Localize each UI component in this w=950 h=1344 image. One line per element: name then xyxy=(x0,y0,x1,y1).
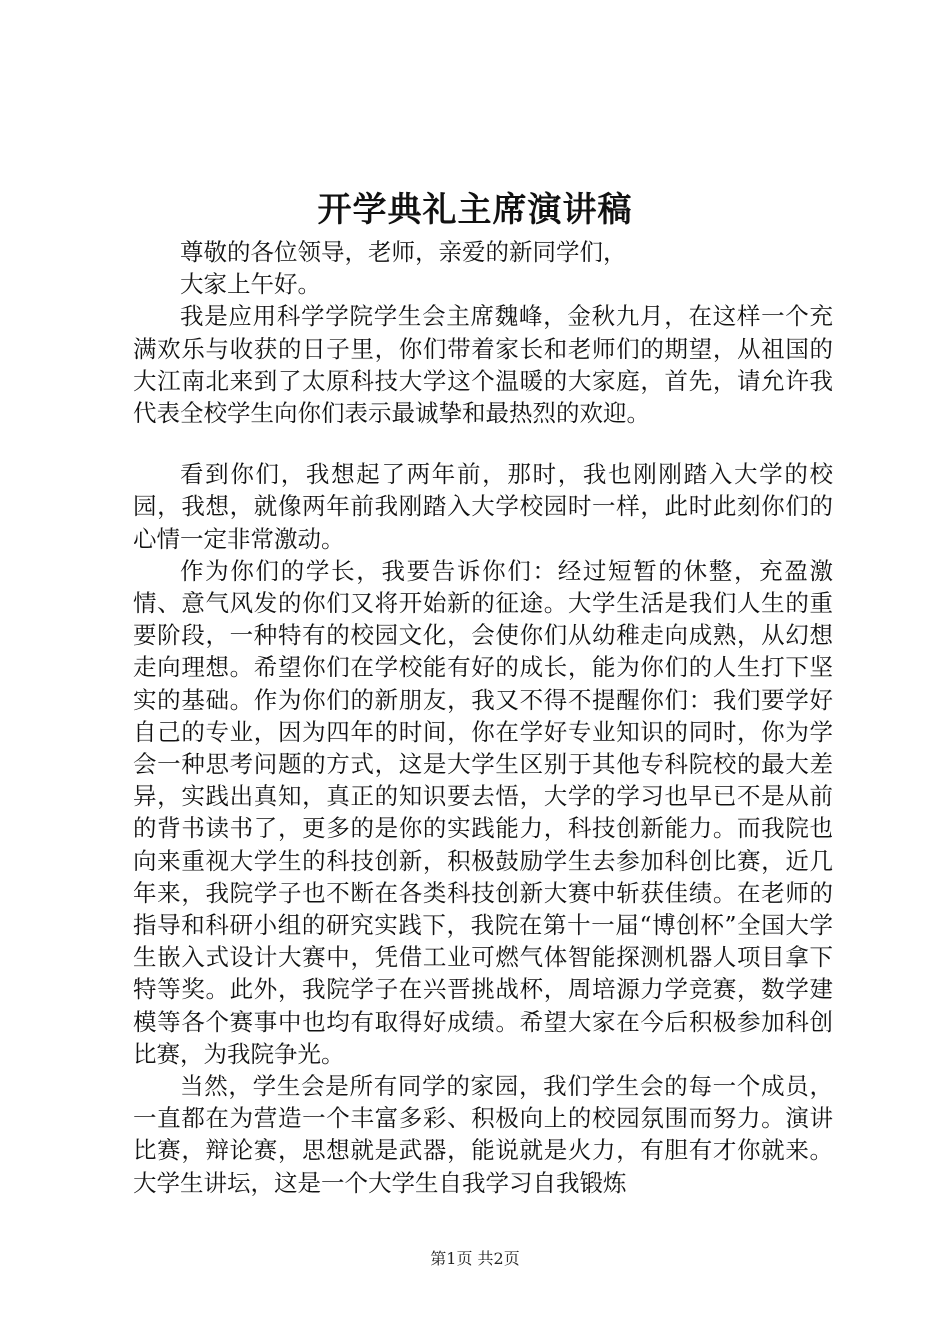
paragraph-introduction: 我是应用科学学院学生会主席魏峰，金秋九月，在这样一个充满欢乐与收获的日子里，你们带着家长和老师们的期望，从祖国的大江南北来到了太原科技大学这个温暖的大家庭，首先，请允许我代表全校学生向你们表示最诚挚和最热烈的欢迎。 xyxy=(133,302,833,428)
paragraph-advice: 作为你们的学长，我要告诉你们：经过短暂的休整，充盈激情、意气风发的你们又将开始新的征途。大学生活是我们人生的重要阶段，一种特有的校园文化，会使你们从幼稚走向成熟，从幻想走向理想。希望你们在学校能有好的成长，能为你们的人生打下坚实的基础。作为你们的新朋友，我又不得不提醒你们：我们要学好自己的专业，因为四年的时间，你在学好专业知识的同时，你为学会一种思考问题的方式，这是大学生区别于其他专科院校的最大差异，实践出真知，真正的知识要去悟，大学的学习也早已不是从前的背书读书了，更多的是你的实践能力，科技创新能力。而我院也向来重视大学生的科技创新，积极鼓励学生去参加科创比赛，近几年来，我院学子也不断在各类科技创新大赛中斩获佳绩。在老师的指导和科研小组的研究实践下，我院在第十一届“博创杯”全国大学生嵌入式设计大赛中，凭借工业可燃气体智能探测机器人项目拿下特等奖。此外，我院学子在兴晋挑战杯，周培源力学竞赛，数学建模等各个赛事中也均有取得好成绩。希望大家在今后积极参加科创比赛，为我院争光。 xyxy=(133,556,833,1068)
page-number-footer: 第1页 共2页 xyxy=(430,1249,520,1268)
paragraph-student-union: 当然，学生会是所有同学的家园，我们学生会的每一个成员，一直都在为营造一个丰富多彩、积极向上的校园氛围而努力。演讲比赛，辩论赛，思想就是武器，能说就是火力，有胆有才你就来。大学生讲坛，这是一个大学生自我学习自我锻炼 xyxy=(133,1072,833,1197)
paragraph-memory: 看到你们，我想起了两年前，那时，我也刚刚踏入大学的校园，我想，就像两年前我刚踏入大学校园时一样，此时此刻你们的心情一定非常激动。 xyxy=(133,460,833,553)
salutation: 尊敬的各位领导，老师，亲爱的新同学们， xyxy=(180,238,627,266)
page-title: 开学典礼主席演讲稿 xyxy=(317,190,633,230)
document-body xyxy=(133,236,833,1199)
greeting: 大家上午好。 xyxy=(180,270,321,299)
